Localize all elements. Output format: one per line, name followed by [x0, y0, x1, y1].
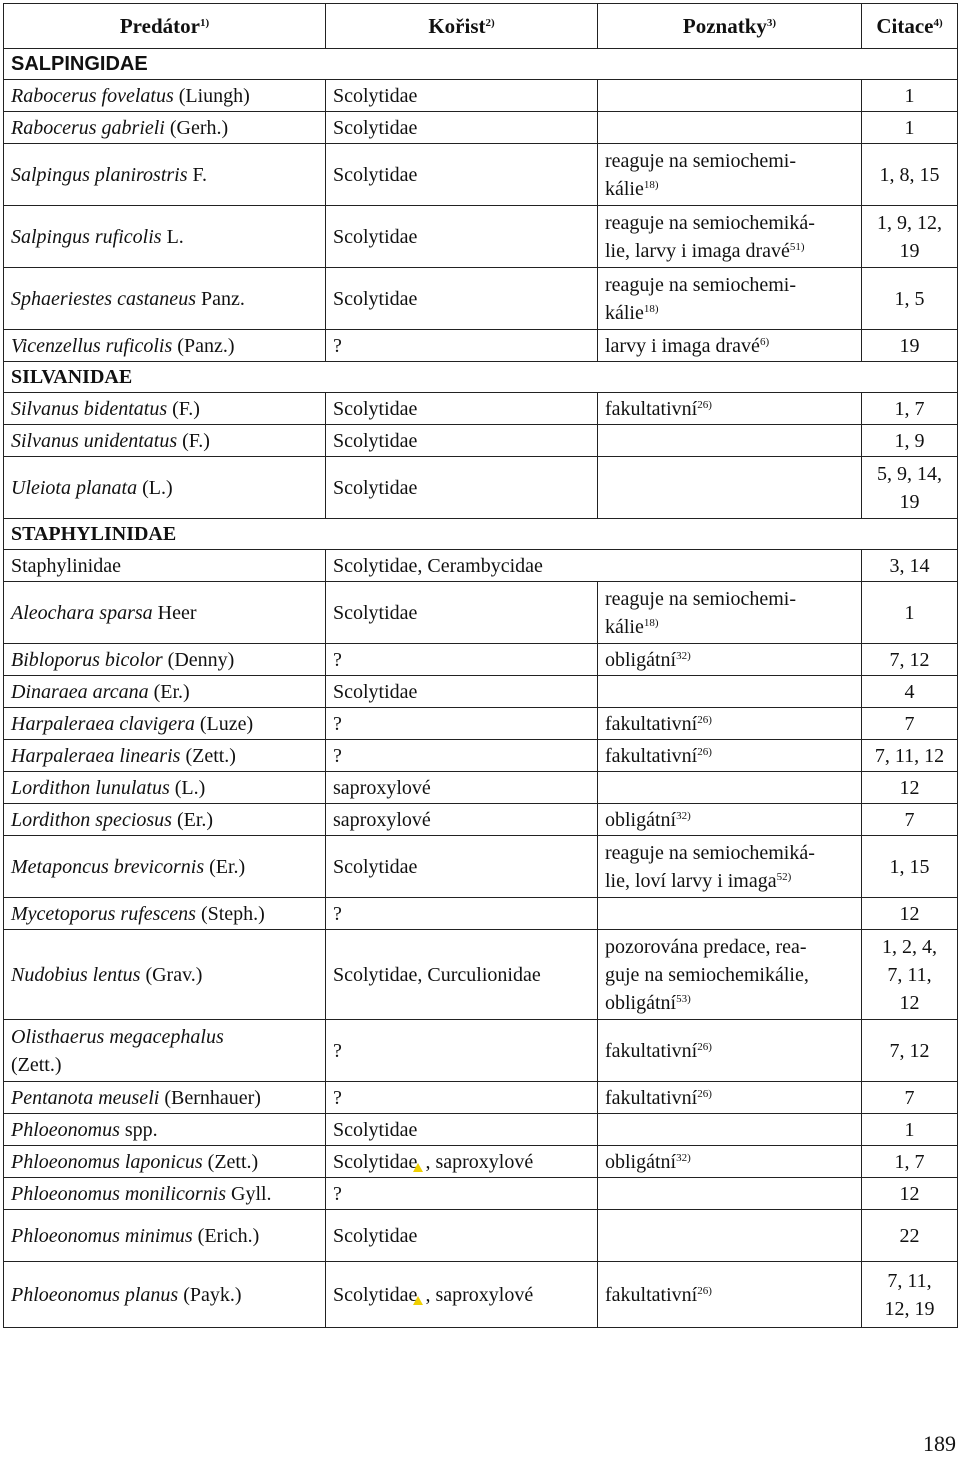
footnote-ref: 26) — [697, 1040, 712, 1053]
table-cell: 1, 9 — [862, 425, 958, 457]
cell-text: Uleiota planata — [11, 476, 138, 499]
cell-text: fakultativní — [605, 397, 698, 420]
table-cell — [598, 112, 862, 144]
table-cell: Scolytidae — [326, 582, 598, 644]
cell-text: Gyll. — [226, 1182, 272, 1205]
table-cell: 7 — [862, 708, 958, 740]
cell-text: 19 — [899, 490, 920, 513]
footnote-ref: 26) — [697, 713, 712, 726]
cell-text: 7, 11, — [887, 1269, 932, 1292]
cell-text: fakultativní — [605, 1283, 698, 1306]
cell-text: fakultativní — [605, 712, 698, 735]
table-cell — [4, 804, 326, 836]
cell-text: Olisthaerus megacephalus — [11, 1025, 224, 1048]
family-row — [4, 362, 958, 393]
table-cell — [598, 772, 862, 804]
cell-text: (Er.) — [204, 855, 246, 878]
cell-text: obligátní — [605, 991, 677, 1014]
cell-text: Rabocerus gabrieli — [11, 116, 165, 139]
cell-text: Salpingus ruficolis — [11, 225, 162, 248]
table-row — [4, 1262, 958, 1328]
table-row — [4, 804, 958, 836]
cell-text: Poznatky — [682, 14, 767, 38]
cell-text: Dinaraea arcana — [11, 680, 149, 703]
cell-text: spp. — [119, 1118, 158, 1141]
cell-text: pozorována predace, rea- — [605, 935, 807, 958]
cell-text: (Steph.) — [195, 902, 265, 925]
cell-text: 12 — [899, 991, 920, 1014]
table-row — [4, 1146, 958, 1178]
table-cell — [598, 898, 862, 930]
footnote-ref: 52) — [776, 870, 792, 883]
cell-text: lie, larvy i imaga dravé — [605, 239, 790, 262]
table-cell — [326, 1262, 598, 1328]
cell-text: 12, 19 — [884, 1297, 935, 1320]
table-cell: ? — [326, 1082, 598, 1114]
table-row — [4, 425, 958, 457]
table-cell — [862, 206, 958, 268]
cell-text: obligátní — [605, 648, 677, 671]
table-row — [4, 1020, 958, 1082]
table-cell — [4, 1020, 326, 1082]
table-cell — [598, 144, 862, 206]
table-row — [4, 708, 958, 740]
highlight-marker-icon — [413, 1163, 423, 1172]
table-cell — [4, 1178, 326, 1210]
footnote-ref: 18) — [643, 616, 659, 629]
cell-text: kálie — [605, 177, 644, 200]
table-cell: ? — [326, 740, 598, 772]
table-cell: 12 — [862, 772, 958, 804]
footnote-ref: 32) — [676, 1151, 691, 1164]
table-cell — [4, 1146, 326, 1178]
table-cell: Scolytidae, Curculionidae — [326, 930, 598, 1020]
cell-text: guje na semiochemikálie, — [605, 963, 809, 986]
predator-table — [3, 3, 958, 1328]
cell-text: reaguje na semiochemiká- — [605, 841, 815, 864]
cell-text: reaguje na semiochemi- — [605, 587, 797, 610]
table-cell — [598, 836, 862, 898]
table-cell — [598, 1178, 862, 1210]
footnote-ref: 26) — [697, 1087, 712, 1100]
cell-text: Phloeonomus laponicus — [11, 1150, 203, 1173]
footnote-ref: 26) — [697, 398, 712, 411]
cell-text: Sphaeriestes castaneus — [11, 287, 196, 310]
footnote-ref: 18) — [643, 178, 659, 191]
table-cell: 7 — [862, 1082, 958, 1114]
table-cell — [4, 1082, 326, 1114]
table-cell: 1, 7 — [862, 393, 958, 425]
table-cell — [4, 393, 326, 425]
table-cell — [4, 708, 326, 740]
table-row — [4, 930, 958, 1020]
table-row — [4, 1210, 958, 1262]
table-cell: Scolytidae — [326, 80, 598, 112]
table-header — [4, 4, 958, 49]
footnote-ref: 6) — [759, 335, 770, 348]
table-cell — [598, 676, 862, 708]
table-cell — [4, 582, 326, 644]
cell-text: 5, 9, 14, — [877, 462, 942, 485]
footnote-ref: 51) — [789, 240, 805, 253]
table-cell: 1, 5 — [862, 268, 958, 330]
cell-text: Mycetoporus rufescens — [11, 902, 196, 925]
cell-text: (Grav.) — [140, 963, 203, 986]
table-cell — [598, 80, 862, 112]
cell-text: Phloeonomus monilicornis — [11, 1182, 226, 1205]
cell-text: Silvanus unidentatus — [11, 429, 178, 452]
table-cell — [862, 930, 958, 1020]
table-cell: 1, 8, 15 — [862, 144, 958, 206]
table-cell: Scolytidae — [326, 457, 598, 519]
cell-text: Vicenzellus ruficolis — [11, 334, 173, 357]
table-cell — [4, 80, 326, 112]
cell-text: Predátor — [119, 14, 200, 38]
table-row — [4, 550, 958, 582]
cell-text: (Denny) — [162, 648, 235, 671]
header-cite — [862, 4, 958, 49]
table-cell — [4, 457, 326, 519]
cell-text: (Gerh.) — [164, 116, 229, 139]
table-cell — [598, 1020, 862, 1082]
table-cell — [326, 1146, 598, 1178]
cell-text: Rabocerus fovelatus — [11, 84, 174, 107]
table-cell: Scolytidae — [326, 425, 598, 457]
footnote-ref: 1) — [199, 17, 210, 29]
table-row — [4, 80, 958, 112]
table-row — [4, 112, 958, 144]
footnote-ref: 26) — [697, 745, 712, 758]
table-cell — [598, 1114, 862, 1146]
table-cell: Scolytidae — [326, 393, 598, 425]
table-row — [4, 772, 958, 804]
table-cell — [4, 268, 326, 330]
cell-text: Phloeonomus — [11, 1118, 120, 1141]
cell-text: Metaponcus brevicornis — [11, 855, 205, 878]
cell-text: (F.) — [167, 397, 200, 420]
table-cell: 1 — [862, 1114, 958, 1146]
table-row — [4, 740, 958, 772]
cell-text: (Zett.) — [180, 744, 236, 767]
cell-text: Panz. — [195, 287, 245, 310]
cell-text: Lordithon speciosus — [11, 808, 172, 831]
table-cell: Scolytidae — [326, 836, 598, 898]
cell-text: Salpingus planirostris — [11, 163, 188, 186]
table-cell — [4, 676, 326, 708]
cell-text: Phloeonomus minimus — [11, 1224, 193, 1247]
footnote-ref: 3) — [766, 17, 777, 29]
table-cell — [862, 1262, 958, 1328]
table-cell — [598, 708, 862, 740]
table-cell — [598, 804, 862, 836]
table-row — [4, 268, 958, 330]
table-cell: SALPINGIDAE — [4, 49, 958, 80]
table-row — [4, 1178, 958, 1210]
cell-text: (L.) — [137, 476, 173, 499]
cell-text: reaguje na semiochemi- — [605, 273, 797, 296]
table-cell: 1 — [862, 80, 958, 112]
table-cell: 7, 12 — [862, 1020, 958, 1082]
header-predator — [4, 4, 326, 49]
table-cell — [4, 1262, 326, 1328]
table-cell — [598, 206, 862, 268]
highlight-marker-icon — [413, 1296, 423, 1305]
table-cell: saproxylové — [326, 772, 598, 804]
table-cell: SILVANIDAE — [4, 362, 958, 393]
cell-text: (Liungh) — [173, 84, 250, 107]
cell-text: Harpaleraea clavigera — [11, 712, 195, 735]
table-cell — [4, 898, 326, 930]
footnote-ref: 2) — [485, 17, 495, 29]
table-cell: 19 — [862, 330, 958, 362]
table-cell — [598, 457, 862, 519]
table-cell — [598, 425, 862, 457]
family-row — [4, 49, 958, 80]
cell-text: (Erich.) — [192, 1224, 260, 1247]
cell-text: 7, 11, — [887, 963, 932, 986]
table-cell — [598, 330, 862, 362]
table-cell — [862, 457, 958, 519]
table-cell: Scolytidae — [326, 676, 598, 708]
table-cell — [598, 268, 862, 330]
cell-text: fakultativní — [605, 1039, 698, 1062]
cell-text: (Zett.) — [202, 1150, 259, 1173]
table-cell: Scolytidae — [326, 268, 598, 330]
cell-text: Bibloporus bicolor — [11, 648, 163, 671]
table-row — [4, 457, 958, 519]
cell-text: (F.) — [177, 429, 210, 452]
table-cell: 7 — [862, 804, 958, 836]
table-cell — [598, 1146, 862, 1178]
table-cell: STAPHYLINIDAE — [4, 519, 958, 550]
header-prey — [326, 4, 598, 49]
table-cell — [4, 425, 326, 457]
table-row — [4, 144, 958, 206]
table-cell: 12 — [862, 898, 958, 930]
table-cell — [4, 930, 326, 1020]
cell-text: (Er.) — [148, 680, 190, 703]
table-cell — [4, 772, 326, 804]
table-row — [4, 1114, 958, 1146]
table-cell: ? — [326, 1020, 598, 1082]
table-cell: Scolytidae — [326, 144, 598, 206]
cell-text: kálie — [605, 615, 644, 638]
footnote-ref: 4) — [933, 17, 943, 29]
cell-text: 1, 2, 4, — [882, 935, 937, 958]
table-cell — [598, 582, 862, 644]
table-cell — [598, 1082, 862, 1114]
table-cell: Scolytidae, Cerambycidae — [326, 550, 862, 582]
cell-text: fakultativní — [605, 744, 698, 767]
table-row — [4, 898, 958, 930]
table-cell — [4, 112, 326, 144]
family-row — [4, 519, 958, 550]
table-cell: 7, 11, 12 — [862, 740, 958, 772]
cell-text: obligátní — [605, 808, 677, 831]
table-cell — [4, 740, 326, 772]
cell-text: lie, loví larvy i imaga — [605, 869, 777, 892]
table-cell — [4, 1210, 326, 1262]
footnote-ref: 26) — [697, 1284, 712, 1297]
table-cell: ? — [326, 708, 598, 740]
cell-text: Scolytidae — [333, 1150, 418, 1173]
cell-text: 19 — [899, 239, 920, 262]
cell-text: kálie — [605, 301, 644, 324]
table-cell: 1, 15 — [862, 836, 958, 898]
table-cell: 1, 7 — [862, 1146, 958, 1178]
table-cell — [4, 644, 326, 676]
cell-text: L. — [161, 225, 184, 248]
table-cell — [598, 644, 862, 676]
table-cell — [4, 144, 326, 206]
cell-text: (L.) — [169, 776, 206, 799]
cell-text: reaguje na semiochemiká- — [605, 211, 815, 234]
table-cell: 1 — [862, 112, 958, 144]
cell-text: Nudobius lentus — [11, 963, 141, 986]
table-cell: Scolytidae — [326, 1210, 598, 1262]
cell-text: F. — [187, 163, 208, 186]
cell-text: (Er.) — [171, 808, 214, 831]
table-cell: Staphylinidae — [4, 550, 326, 582]
table-row — [4, 330, 958, 362]
cell-text: Lordithon lunulatus — [11, 776, 170, 799]
table-cell — [598, 740, 862, 772]
table-cell: 1 — [862, 582, 958, 644]
cell-text: (Panz.) — [172, 334, 235, 357]
table-cell: ? — [326, 898, 598, 930]
cell-text: , saproxylové — [425, 1150, 534, 1173]
table-cell: 4 — [862, 676, 958, 708]
table-cell: ? — [326, 330, 598, 362]
cell-text: Kořist — [428, 14, 486, 38]
cell-text: 1, 9, 12, — [877, 211, 942, 234]
cell-text: (Zett.) — [11, 1053, 62, 1076]
cell-text: (Bernhauer) — [159, 1086, 261, 1109]
table-cell: 12 — [862, 1178, 958, 1210]
table-cell — [598, 1210, 862, 1262]
cell-text: Aleochara sparsa — [11, 601, 153, 624]
cell-text: Phloeonomus planus — [11, 1283, 179, 1306]
table-cell: Scolytidae — [326, 1114, 598, 1146]
table-cell: Scolytidae — [326, 206, 598, 268]
cell-text: Citace — [876, 14, 934, 38]
footnote-ref: 32) — [676, 809, 691, 822]
page-number: 189 — [923, 1431, 956, 1456]
footnote-ref: 18) — [643, 302, 659, 315]
cell-text: Silvanus bidentatus — [11, 397, 168, 420]
table-cell — [4, 1114, 326, 1146]
cell-text: Pentanota meuseli — [11, 1086, 160, 1109]
cell-text: fakultativní — [605, 1086, 698, 1109]
table-row — [4, 644, 958, 676]
table-row — [4, 836, 958, 898]
table-cell: saproxylové — [326, 804, 598, 836]
table-row — [4, 676, 958, 708]
table-cell — [4, 836, 326, 898]
cell-text: Heer — [152, 601, 197, 624]
table-cell — [598, 393, 862, 425]
table-row — [4, 582, 958, 644]
cell-text: obligátní — [605, 1150, 677, 1173]
cell-text: (Luze) — [194, 712, 254, 735]
table-cell — [4, 330, 326, 362]
footnote-ref: 53) — [676, 992, 691, 1005]
table-cell — [598, 1262, 862, 1328]
table-cell — [598, 930, 862, 1020]
table-cell: ? — [326, 1178, 598, 1210]
cell-text: larvy i imaga dravé — [605, 334, 760, 357]
table-row — [4, 393, 958, 425]
table-cell — [4, 206, 326, 268]
table-cell: 22 — [862, 1210, 958, 1262]
footnote-ref: 32) — [676, 649, 691, 662]
table-row — [4, 1082, 958, 1114]
table-cell: 3, 14 — [862, 550, 958, 582]
cell-text: Harpaleraea linearis — [11, 744, 181, 767]
cell-text: reaguje na semiochemi- — [605, 149, 797, 172]
cell-text: (Payk.) — [178, 1283, 242, 1306]
table-cell: Scolytidae — [326, 112, 598, 144]
cell-text: Scolytidae — [333, 1283, 418, 1306]
cell-text: , saproxylové — [425, 1283, 534, 1306]
table-cell: 7, 12 — [862, 644, 958, 676]
table-row — [4, 206, 958, 268]
header-notes — [598, 4, 862, 49]
table-cell: ? — [326, 644, 598, 676]
